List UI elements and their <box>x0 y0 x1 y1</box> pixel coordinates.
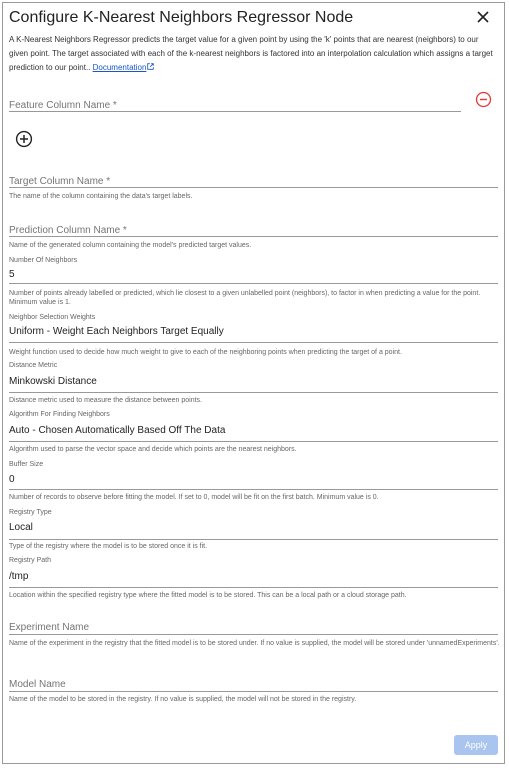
registry-path-value[interactable]: /tmp <box>9 571 29 582</box>
buffer-size-label: Buffer Size <box>9 461 44 468</box>
prediction-column-input[interactable] <box>9 225 498 236</box>
feature-column-input[interactable] <box>9 100 461 111</box>
external-link-icon <box>147 61 154 68</box>
configure-node-dialog <box>2 2 505 764</box>
target-column-helper: The name of the column containing the data's target labels. <box>9 193 193 200</box>
weights-value[interactable]: Uniform - Weight Each Neighbors Target Equally <box>9 326 224 337</box>
distance-metric-select[interactable] <box>9 361 498 393</box>
registry-type-helper: Type of the registry where the model is to be stored once it is fit. <box>9 543 208 550</box>
distance-metric-label: Distance Metric <box>9 362 58 369</box>
model-name-field[interactable] <box>9 674 498 692</box>
documentation-link[interactable]: Documentation <box>92 63 147 72</box>
num-neighbors-label: Number Of Neighbors <box>9 257 78 264</box>
algorithm-select[interactable] <box>9 410 498 442</box>
buffer-size-field[interactable] <box>9 460 498 490</box>
algorithm-helper: Algorithm used to parse the vector space and decide which points are the nearest neighbors. <box>9 446 297 453</box>
prediction-column-helper: Name of the generated column containing the model's predicted target values. <box>9 242 252 249</box>
weights-select[interactable] <box>9 313 498 343</box>
distance-metric-value[interactable]: Minkowski Distance <box>9 376 97 387</box>
target-column-field[interactable] <box>9 171 498 188</box>
dialog-title: Configure K-Nearest Neighbors Regressor Node <box>9 9 354 26</box>
experiment-name-field[interactable] <box>9 617 498 635</box>
registry-type-select[interactable] <box>9 508 498 540</box>
close-icon[interactable] <box>473 7 493 27</box>
algorithm-value[interactable]: Auto - Chosen Automatically Based Off The Data <box>9 425 226 436</box>
num-neighbors-value[interactable]: 5 <box>9 269 15 280</box>
registry-type-label: Registry Type <box>9 509 52 516</box>
model-name-input[interactable] <box>9 679 498 690</box>
feature-column-field[interactable] <box>9 95 461 112</box>
registry-path-field[interactable] <box>9 556 498 588</box>
target-column-input[interactable] <box>9 176 498 187</box>
weights-helper: Weight function used to decide how much weight to give to each of the neighboring points when predicting the target of a point. <box>9 349 402 356</box>
registry-path-helper: Location within the specified registry type where the fitted model is to be stored. This can be a local path or a cloud storage path. <box>9 592 407 599</box>
experiment-name-helper: Name of the experiment in the registry that the fitted model is to be stored under. If no value is supplied, the model will be stored under 'unnamedExperiments'. <box>9 640 500 647</box>
distance-metric-helper: Distance metric used to measure the distance between points. <box>9 397 202 404</box>
prediction-column-field[interactable] <box>9 220 498 237</box>
algorithm-label: Algorithm For Finding Neighbors <box>9 411 110 418</box>
buffer-size-helper: Number of records to observe before fitting the model. If set to 0, model will be fit on the first batch. Minimum value is 0. <box>9 494 379 501</box>
model-name-helper: Name of the model to be stored in the registry. If no value is supplied, the model will not be stored in the registry. <box>9 696 357 703</box>
registry-type-value[interactable]: Local <box>9 522 33 533</box>
add-circle-icon[interactable] <box>15 130 33 148</box>
apply-button[interactable]: Apply <box>454 735 498 755</box>
experiment-name-input[interactable] <box>9 622 498 633</box>
num-neighbors-helper: Number of points already labelled or predicted, which lie closest to a given unlabelled point (neighbors), to factor in when predicting a value for the point. Minimum value is 1. <box>9 290 481 306</box>
registry-path-label: Registry Path <box>9 557 52 564</box>
description-text: A K-Nearest Neighbors Regressor predicts the target value for a given point by using the 'k' points that are nearest (neighbors) to our given point. The target associated with each of the k-nearest neighbors is factored into an interpolation calculation which assigns a target prediction to our point.. <box>9 35 493 72</box>
remove-circle-icon[interactable] <box>475 91 492 108</box>
weights-label: Neighbor Selection Weights <box>9 314 96 321</box>
dialog-description <box>9 33 499 75</box>
num-neighbors-field[interactable] <box>9 256 498 284</box>
buffer-size-value[interactable]: 0 <box>9 474 15 485</box>
